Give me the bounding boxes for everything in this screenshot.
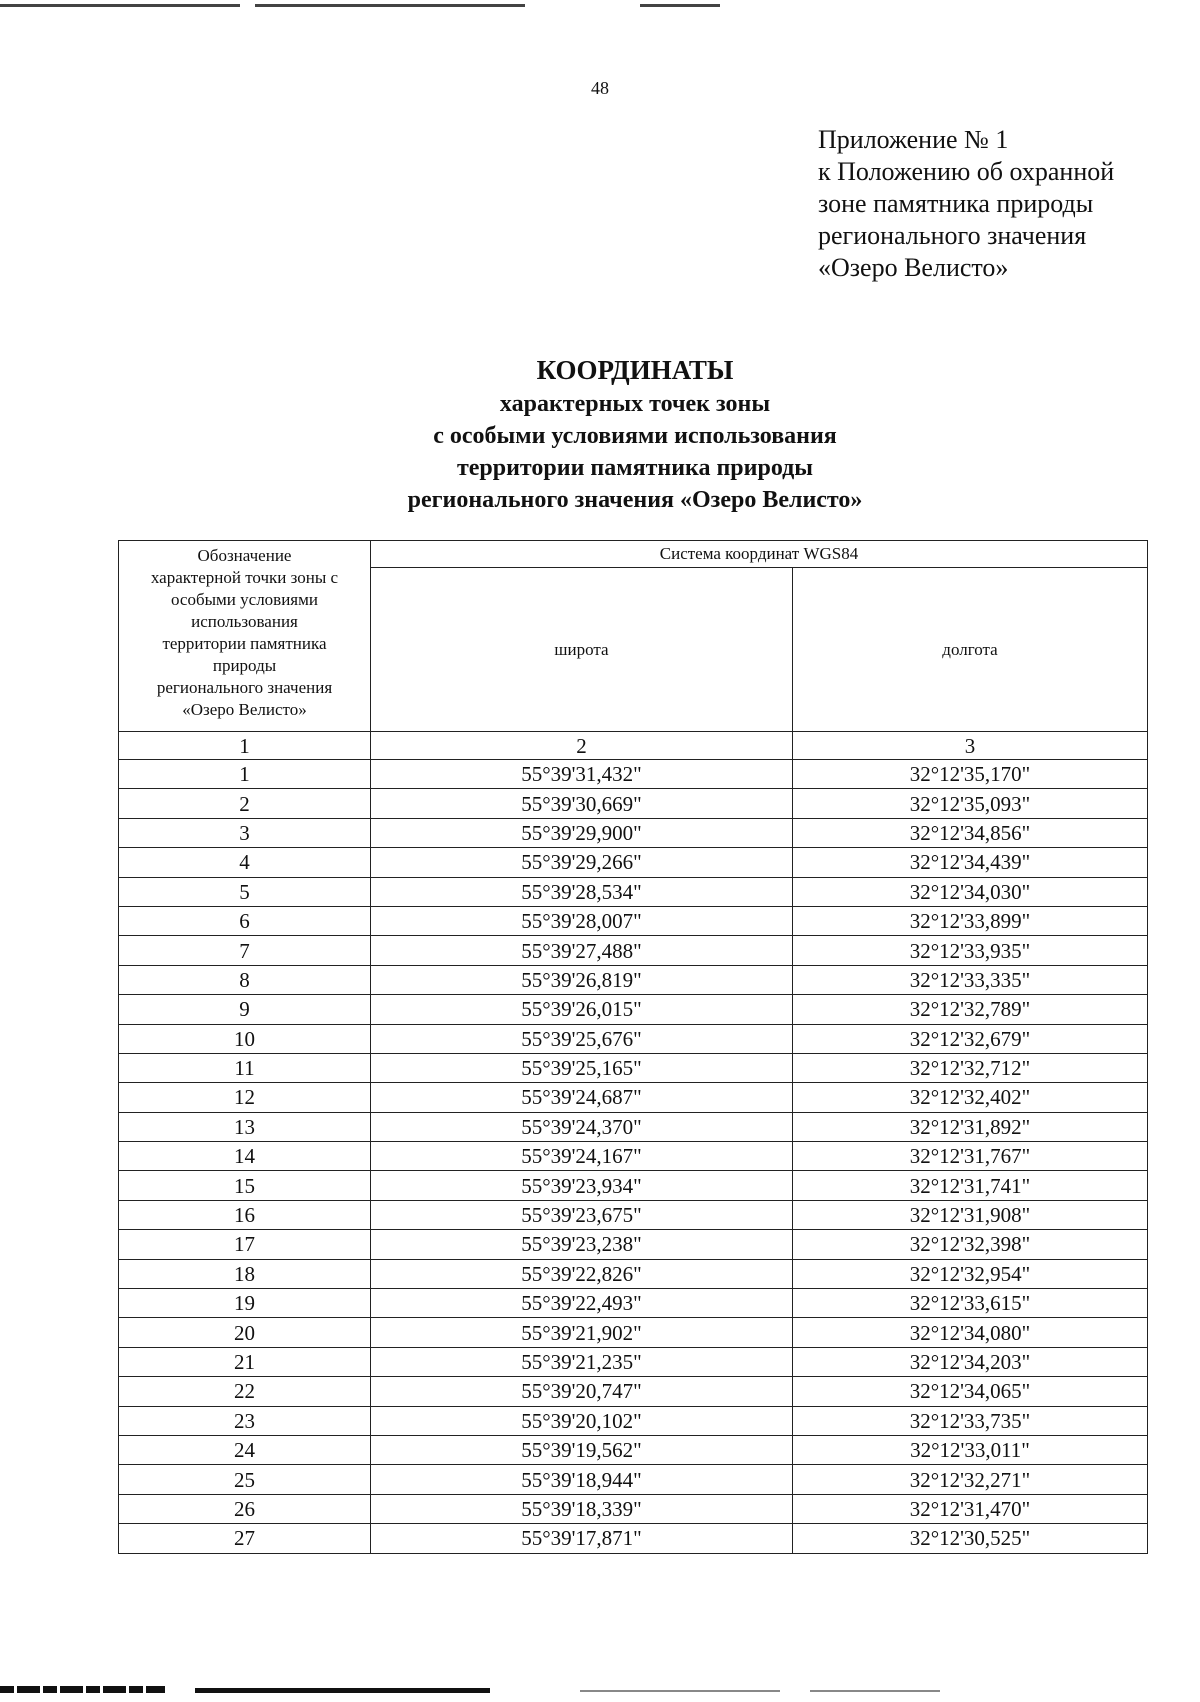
latitude-cell: 55°39'23,675" (371, 1200, 793, 1229)
header-designation-line: территории памятника (162, 634, 327, 653)
longitude-cell: 32°12'35,170" (793, 760, 1148, 789)
header-designation-line: регионального значения (156, 678, 333, 697)
latitude-cell: 55°39'29,900" (371, 818, 793, 847)
page-number: 48 (591, 78, 609, 98)
latitude-cell: 55°39'22,493" (371, 1289, 793, 1318)
longitude-cell: 32°12'31,470" (793, 1494, 1148, 1523)
document-title (0, 352, 1200, 516)
table-row (119, 1083, 1148, 1112)
point-number-cell: 12 (119, 1083, 371, 1112)
longitude-cell: 32°12'33,935" (793, 936, 1148, 965)
point-number-cell: 27 (119, 1524, 371, 1553)
scan-artifact-top (0, 4, 1200, 7)
point-number-cell: 5 (119, 877, 371, 906)
table-row (119, 1230, 1148, 1259)
latitude-cell: 55°39'30,669" (371, 789, 793, 818)
latitude-cell: 55°39'28,007" (371, 906, 793, 935)
longitude-cell: 32°12'33,011" (793, 1435, 1148, 1464)
scan-artifact-bottom-mid (195, 1688, 490, 1693)
table-row (119, 1377, 1148, 1406)
latitude-cell: 55°39'25,165" (371, 1053, 793, 1082)
point-number-cell: 22 (119, 1377, 371, 1406)
latitude-cell: 55°39'24,370" (371, 1112, 793, 1141)
header-coordinate-system: Система координат WGS84 (371, 541, 1148, 568)
longitude-cell: 32°12'32,402" (793, 1083, 1148, 1112)
table-row (119, 995, 1148, 1024)
appendix-note (818, 124, 1178, 284)
point-number-cell: 11 (119, 1053, 371, 1082)
longitude-cell: 32°12'32,712" (793, 1053, 1148, 1082)
longitude-cell: 32°12'34,080" (793, 1318, 1148, 1347)
header-designation-line: использования (191, 612, 298, 631)
latitude-cell: 55°39'29,266" (371, 848, 793, 877)
point-number-cell: 2 (119, 789, 371, 818)
title-line: регионального значения «Озеро Велисто» (407, 487, 863, 513)
table-row (119, 906, 1148, 935)
latitude-cell: 55°39'20,747" (371, 1377, 793, 1406)
table-row (119, 1259, 1148, 1288)
latitude-cell: 55°39'19,562" (371, 1435, 793, 1464)
latitude-cell: 55°39'23,934" (371, 1171, 793, 1200)
latitude-cell: 55°39'18,339" (371, 1494, 793, 1523)
longitude-cell: 32°12'32,789" (793, 995, 1148, 1024)
column-number-row (119, 732, 1148, 760)
table-row (119, 1494, 1148, 1523)
table-row (119, 818, 1148, 847)
latitude-cell: 55°39'28,534" (371, 877, 793, 906)
point-number-cell: 6 (119, 906, 371, 935)
latitude-cell: 55°39'22,826" (371, 1259, 793, 1288)
table-row (119, 965, 1148, 994)
longitude-cell: 32°12'31,741" (793, 1171, 1148, 1200)
title-line: с особыми условиями использования (433, 423, 837, 449)
point-number-cell: 21 (119, 1347, 371, 1376)
header-designation-line: Обозначение (197, 546, 292, 565)
header-latitude: широта (371, 568, 793, 732)
table-row (119, 936, 1148, 965)
scan-artifact-bottom-left (0, 1686, 165, 1693)
point-number-cell: 19 (119, 1289, 371, 1318)
table-row (119, 1318, 1148, 1347)
longitude-cell: 32°12'32,271" (793, 1465, 1148, 1494)
latitude-cell: 55°39'21,235" (371, 1347, 793, 1376)
longitude-cell: 32°12'34,065" (793, 1377, 1148, 1406)
table-row (119, 1435, 1148, 1464)
point-number-cell: 13 (119, 1112, 371, 1141)
table-row (119, 877, 1148, 906)
scan-artifact-bottom-right (580, 1690, 940, 1692)
column-number: 3 (793, 732, 1148, 760)
point-number-cell: 24 (119, 1435, 371, 1464)
longitude-cell: 32°12'31,892" (793, 1112, 1148, 1141)
point-number-cell: 9 (119, 995, 371, 1024)
latitude-cell: 55°39'26,819" (371, 965, 793, 994)
table-row (119, 1524, 1148, 1553)
longitude-cell: 32°12'31,767" (793, 1142, 1148, 1171)
latitude-cell: 55°39'17,871" (371, 1524, 793, 1553)
longitude-cell: 32°12'33,335" (793, 965, 1148, 994)
latitude-cell: 55°39'31,432" (371, 760, 793, 789)
longitude-cell: 32°12'32,398" (793, 1230, 1148, 1259)
point-number-cell: 18 (119, 1259, 371, 1288)
header-designation (119, 541, 371, 732)
table-row (119, 789, 1148, 818)
column-number: 1 (119, 732, 371, 760)
latitude-cell: 55°39'27,488" (371, 936, 793, 965)
latitude-cell: 55°39'25,676" (371, 1024, 793, 1053)
point-number-cell: 10 (119, 1024, 371, 1053)
table-row (119, 1112, 1148, 1141)
point-number-cell: 15 (119, 1171, 371, 1200)
table-row (119, 1200, 1148, 1229)
appendix-line: «Озеро Велисто» (818, 253, 1009, 282)
longitude-cell: 32°12'33,899" (793, 906, 1148, 935)
appendix-line: зоне памятника природы (818, 189, 1094, 218)
longitude-cell: 32°12'32,679" (793, 1024, 1148, 1053)
longitude-cell: 32°12'32,954" (793, 1259, 1148, 1288)
title-line: характерных точек зоны (499, 391, 771, 417)
table-row (119, 1024, 1148, 1053)
table-row (119, 1053, 1148, 1082)
header-designation-line: природы (212, 656, 277, 675)
coordinates-table (118, 540, 1148, 1554)
point-number-cell: 3 (119, 818, 371, 847)
table-row (119, 1171, 1148, 1200)
table-row (119, 848, 1148, 877)
point-number-cell: 16 (119, 1200, 371, 1229)
latitude-cell: 55°39'18,944" (371, 1465, 793, 1494)
point-number-cell: 26 (119, 1494, 371, 1523)
header-longitude: долгота (793, 568, 1148, 732)
longitude-cell: 32°12'30,525" (793, 1524, 1148, 1553)
table-row (119, 1465, 1148, 1494)
longitude-cell: 32°12'33,615" (793, 1289, 1148, 1318)
point-number-cell: 25 (119, 1465, 371, 1494)
longitude-cell: 32°12'33,735" (793, 1406, 1148, 1435)
longitude-cell: 32°12'34,856" (793, 818, 1148, 847)
latitude-cell: 55°39'24,167" (371, 1142, 793, 1171)
header-designation-line: характерной точки зоны с (150, 568, 339, 587)
point-number-cell: 1 (119, 760, 371, 789)
latitude-cell: 55°39'24,687" (371, 1083, 793, 1112)
point-number-cell: 8 (119, 965, 371, 994)
point-number-cell: 14 (119, 1142, 371, 1171)
header-designation-line: особыми условиями (171, 590, 318, 609)
longitude-cell: 32°12'31,908" (793, 1200, 1148, 1229)
longitude-cell: 32°12'35,093" (793, 789, 1148, 818)
table-row (119, 1406, 1148, 1435)
longitude-cell: 32°12'34,030" (793, 877, 1148, 906)
column-number: 2 (371, 732, 793, 760)
header-designation-line: «Озеро Велисто» (182, 700, 307, 719)
latitude-cell: 55°39'20,102" (371, 1406, 793, 1435)
point-number-cell: 17 (119, 1230, 371, 1259)
latitude-cell: 55°39'26,015" (371, 995, 793, 1024)
title-line: территории памятника природы (456, 455, 814, 481)
appendix-line: регионального значения (818, 221, 1087, 250)
latitude-cell: 55°39'21,902" (371, 1318, 793, 1347)
longitude-cell: 32°12'34,203" (793, 1347, 1148, 1376)
point-number-cell: 20 (119, 1318, 371, 1347)
table-row (119, 1142, 1148, 1171)
title-main: КООРДИНАТЫ (536, 355, 734, 385)
point-number-cell: 4 (119, 848, 371, 877)
table-row (119, 1289, 1148, 1318)
longitude-cell: 32°12'34,439" (793, 848, 1148, 877)
table-row (119, 1347, 1148, 1376)
appendix-line: Приложение № 1 (818, 125, 1009, 154)
point-number-cell: 7 (119, 936, 371, 965)
table-header-row (119, 541, 1148, 568)
appendix-line: к Положению об охранной (818, 157, 1115, 186)
point-number-cell: 23 (119, 1406, 371, 1435)
latitude-cell: 55°39'23,238" (371, 1230, 793, 1259)
table-row (119, 760, 1148, 789)
